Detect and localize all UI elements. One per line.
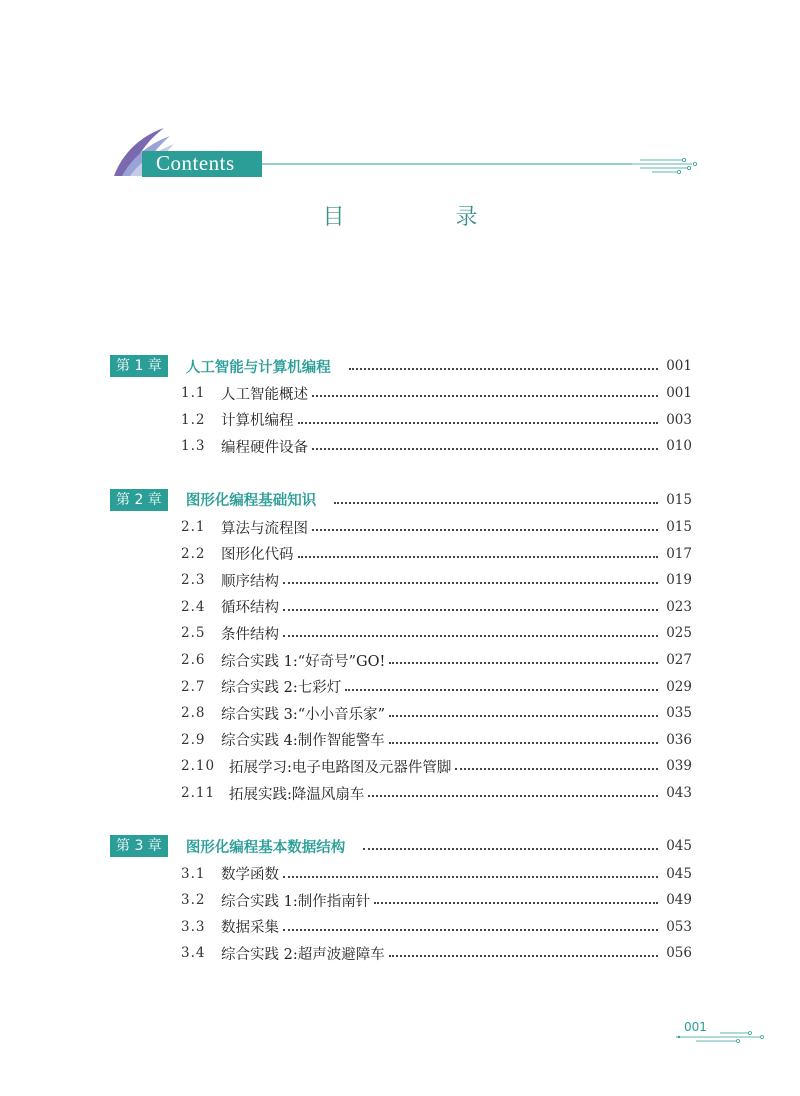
section-page: 035 — [666, 705, 692, 722]
section-number: 3.2 — [181, 892, 206, 909]
section-row[interactable] — [110, 860, 692, 887]
section-page: 015 — [666, 519, 692, 536]
section-row[interactable] — [110, 433, 692, 460]
section-number: 2.5 — [181, 625, 206, 642]
section-number: 3.4 — [181, 945, 206, 962]
section-page: 049 — [666, 892, 692, 909]
chapter-badge: 第 1 章 — [110, 355, 168, 377]
chapter-badge: 第 3 章 — [110, 835, 168, 857]
section-row[interactable] — [110, 514, 692, 541]
page-title: 目 录 — [322, 205, 530, 230]
section-page: 001 — [666, 385, 692, 402]
section-row[interactable] — [110, 673, 692, 700]
chapter-block — [110, 486, 692, 807]
section-row[interactable] — [110, 700, 692, 727]
contents-label: Contents — [156, 151, 235, 175]
section-number: 2.3 — [181, 572, 206, 589]
section-title: 图形化代码 — [221, 547, 294, 564]
section-number: 2.11 — [181, 785, 216, 802]
section-page: 019 — [666, 572, 692, 589]
section-number: 2.9 — [181, 731, 206, 748]
section-number: 2.4 — [181, 598, 206, 615]
leader-dots — [389, 742, 658, 744]
section-number: 1.3 — [181, 438, 206, 455]
section-row[interactable] — [110, 540, 692, 567]
leader-dots — [368, 795, 658, 797]
contents-header — [112, 124, 702, 184]
section-title: 条件结构 — [221, 626, 279, 643]
leader-dots — [312, 448, 658, 450]
section-row[interactable] — [110, 940, 692, 967]
chapter-title: 人工智能与计算机编程 — [185, 359, 331, 376]
section-number: 2.6 — [181, 652, 206, 669]
chapter-row[interactable] — [110, 352, 692, 380]
leader-dots — [345, 689, 658, 691]
section-title: 编程硬件设备 — [221, 439, 308, 456]
section-title: 数学函数 — [221, 867, 279, 884]
section-row[interactable] — [110, 567, 692, 594]
section-page: 053 — [666, 918, 692, 935]
section-row[interactable] — [110, 620, 692, 647]
leader-dots — [389, 715, 658, 717]
section-title: 综合实践 3:“小小音乐家” — [221, 706, 386, 723]
section-title: 拓展实践:降温风扇车 — [229, 786, 365, 803]
section-title: 拓展学习:电子电路图及元器件管脚 — [229, 759, 452, 776]
section-title: 综合实践 2:七彩灯 — [221, 680, 342, 697]
section-page: 003 — [666, 411, 692, 428]
section-row[interactable] — [110, 594, 692, 621]
leader-dots — [298, 422, 659, 424]
page-number: 001 — [684, 1020, 707, 1034]
section-title: 计算机编程 — [221, 413, 294, 430]
chapter-badge: 第 2 章 — [110, 489, 168, 511]
chapter-page: 045 — [666, 838, 692, 855]
section-page: 027 — [666, 652, 692, 669]
section-row[interactable] — [110, 780, 692, 807]
section-page: 017 — [666, 545, 692, 562]
section-page: 029 — [666, 678, 692, 695]
chapter-title: 图形化编程基础知识 — [185, 493, 317, 510]
leader-dots — [334, 502, 658, 504]
leader-dots — [283, 582, 658, 584]
section-page: 039 — [666, 758, 692, 775]
chapter-row[interactable] — [110, 832, 692, 860]
section-page: 023 — [666, 598, 692, 615]
section-title: 综合实践 1:制作指南针 — [221, 893, 371, 910]
section-number: 2.8 — [181, 705, 206, 722]
section-number: 2.7 — [181, 678, 206, 695]
chapter-page: 015 — [666, 491, 692, 508]
leader-dots — [283, 609, 658, 611]
chapter-block — [110, 352, 692, 460]
section-number: 3.1 — [181, 865, 206, 882]
section-page: 025 — [666, 625, 692, 642]
leader-dots — [312, 395, 658, 397]
leader-dots — [349, 368, 658, 370]
section-page: 010 — [666, 438, 692, 455]
section-number: 2.1 — [181, 519, 206, 536]
section-title: 数据采集 — [221, 920, 279, 937]
section-row[interactable] — [110, 887, 692, 914]
leader-dots — [389, 955, 658, 957]
leader-dots — [283, 929, 658, 931]
section-row[interactable] — [110, 753, 692, 780]
leader-dots — [283, 635, 658, 637]
section-page: 036 — [666, 731, 692, 748]
section-page: 056 — [666, 945, 692, 962]
chapter-block — [110, 832, 692, 966]
section-page: 043 — [666, 785, 692, 802]
section-row[interactable] — [110, 914, 692, 941]
leader-dots — [283, 876, 658, 878]
section-title: 综合实践 2:超声波避障车 — [221, 946, 385, 963]
section-row[interactable] — [110, 727, 692, 754]
leader-dots — [389, 662, 658, 664]
table-of-contents — [110, 352, 692, 993]
section-number: 3.3 — [181, 918, 206, 935]
section-number: 2.10 — [181, 758, 216, 775]
section-title: 综合实践 1:“好奇号”GO! — [221, 653, 386, 670]
leader-dots — [298, 556, 659, 558]
chapter-page: 001 — [666, 358, 692, 374]
leader-dots — [363, 848, 658, 850]
page-footer — [676, 1016, 766, 1046]
chapter-title: 图形化编程基本数据结构 — [185, 839, 346, 856]
section-row[interactable] — [110, 407, 692, 434]
section-number: 2.2 — [181, 545, 206, 562]
section-row[interactable] — [110, 380, 692, 407]
leader-dots — [312, 529, 658, 531]
section-title: 算法与流程图 — [221, 520, 308, 537]
section-number: 1.1 — [181, 385, 206, 402]
chapter-row[interactable] — [110, 486, 692, 514]
section-row[interactable] — [110, 647, 692, 674]
section-title: 顺序结构 — [221, 573, 279, 590]
section-title: 循环结构 — [221, 600, 279, 617]
section-title: 人工智能概述 — [221, 386, 308, 403]
section-page: 045 — [666, 865, 692, 882]
leader-dots — [455, 768, 658, 770]
leader-dots — [374, 902, 658, 904]
section-title: 综合实践 4:制作智能警车 — [221, 733, 385, 750]
section-number: 1.2 — [181, 411, 206, 428]
